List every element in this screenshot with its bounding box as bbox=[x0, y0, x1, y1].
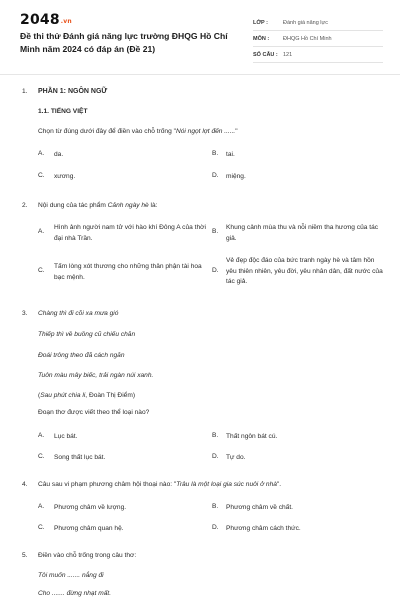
stem-italic: Trâu là một loại gia súc nuôi ở nhà bbox=[176, 481, 277, 488]
stem-end: là: bbox=[148, 202, 158, 209]
option-letter[interactable]: C. bbox=[38, 172, 45, 179]
option-text[interactable]: Lục bát. bbox=[54, 433, 78, 440]
meta-value: Đánh giá năng lực bbox=[283, 20, 328, 26]
source-author: , Đoàn Thị Điểm) bbox=[85, 392, 136, 399]
option-text[interactable]: miệng. bbox=[226, 173, 246, 180]
question-stem: Điền vào chỗ trống trong câu thơ: bbox=[38, 552, 137, 559]
option-text[interactable]: Tấm lòng xót thương cho những thân phận tài hoa bạc mệnh. bbox=[54, 263, 202, 281]
option-letter[interactable]: C. bbox=[38, 267, 45, 274]
option-text[interactable]: Phương châm cách thức. bbox=[226, 525, 301, 532]
question-stem bbox=[38, 201, 158, 211]
stem-italic: Cảnh ngày hè bbox=[107, 202, 149, 209]
option-text[interactable]: Phương châm về lượng. bbox=[54, 504, 127, 511]
poem-line: Tôi muốn ....... nắng đi bbox=[38, 572, 104, 579]
meta-label: MÔN : bbox=[253, 36, 270, 42]
poem-line: Đoái trông theo đã cách ngăn bbox=[38, 352, 125, 359]
option-letter[interactable]: B. bbox=[212, 150, 219, 157]
question-stem bbox=[38, 127, 238, 137]
poem-source bbox=[38, 391, 135, 401]
stem-end: ". bbox=[276, 481, 282, 488]
option-letter[interactable]: A. bbox=[38, 150, 45, 157]
option-letter[interactable]: A. bbox=[38, 503, 45, 510]
question-number: 1. bbox=[22, 88, 28, 95]
option-text[interactable]: Thất ngôn bát cú. bbox=[226, 433, 278, 440]
poem-line: Thiếp thì về buồng cũ chiếu chăn bbox=[38, 331, 136, 338]
document-header bbox=[0, 0, 400, 74]
meta-row-class bbox=[253, 15, 383, 31]
header-divider bbox=[0, 74, 400, 75]
source-open: ( bbox=[38, 392, 41, 399]
option-letter[interactable]: C. bbox=[38, 453, 45, 460]
meta-row-question-count bbox=[253, 47, 383, 63]
option-text[interactable]: xương. bbox=[54, 173, 76, 180]
option-text[interactable]: tai. bbox=[226, 151, 235, 158]
meta-row-subject bbox=[253, 31, 383, 47]
question-stem: Đoạn thơ được viết theo thể loại nào? bbox=[38, 409, 150, 416]
stem-italic: Nói ngọt lợt đến ...... bbox=[175, 128, 236, 135]
section-title: PHẦN 1: NGÔN NGỮ bbox=[38, 88, 108, 95]
meta-label: SỐ CÂU : bbox=[253, 52, 278, 58]
stem-text: Nội dung của tác phẩm bbox=[38, 202, 108, 209]
logo-suffix: .vn bbox=[60, 18, 72, 25]
section-subtitle: 1.1. TIẾNG VIỆT bbox=[38, 108, 88, 115]
site-logo[interactable] bbox=[20, 12, 72, 28]
stem-text: Câu sau vi phạm phương châm hội thoại nào: " bbox=[38, 481, 177, 488]
logo-main: 2048 bbox=[20, 12, 60, 28]
option-text[interactable]: Vẻ đẹp độc đáo của bức tranh ngày hè và tâm hồn yêu thiên nhiên, yêu đời, yêu nhân dân, đất nước của tác giả. bbox=[226, 257, 383, 285]
poem-line: Tuôn màu mây biếc, trải ngàn núi xanh. bbox=[38, 372, 154, 379]
option-letter[interactable]: A. bbox=[38, 432, 45, 439]
question-stem bbox=[38, 480, 281, 490]
option-letter[interactable]: C. bbox=[38, 524, 45, 531]
page-title: Đề thi thử Đánh giá năng lực trường ĐHQG Hồ Chí Minh năm 2024 có đáp án (Đề 21) bbox=[20, 31, 228, 54]
stem-end: " bbox=[235, 128, 238, 135]
option-letter[interactable]: D. bbox=[212, 524, 219, 531]
option-text[interactable]: Hình ảnh người nam tử với hào khí Đông A của thời đại nhà Trần. bbox=[54, 224, 206, 242]
stem-text: Chọn từ đúng dưới đây để điền vào chỗ trống " bbox=[38, 128, 176, 135]
question-number: 4. bbox=[22, 481, 28, 488]
question-number: 2. bbox=[22, 202, 28, 209]
poem-line: Chàng thì đi cõi xa mưa gió bbox=[38, 310, 119, 317]
option-text[interactable]: Khung cảnh mùa thu và nỗi niềm tha hương của tác giả. bbox=[226, 224, 379, 242]
option-text[interactable]: Phương châm về chất. bbox=[226, 504, 294, 511]
meta-value: 121 bbox=[283, 52, 293, 58]
question-number: 5. bbox=[22, 552, 28, 559]
option-text[interactable]: da. bbox=[54, 151, 64, 158]
source-title: Sau phút chia li bbox=[40, 392, 86, 399]
option-letter[interactable]: D. bbox=[212, 267, 219, 274]
meta-label: LỚP : bbox=[253, 20, 268, 26]
option-text[interactable]: Tự do. bbox=[226, 454, 246, 461]
option-letter[interactable]: B. bbox=[212, 432, 219, 439]
option-text[interactable]: Song thất lục bát. bbox=[54, 454, 106, 461]
option-letter[interactable]: D. bbox=[212, 172, 219, 179]
option-letter[interactable]: B. bbox=[212, 503, 219, 510]
option-letter[interactable]: B. bbox=[212, 228, 219, 235]
option-letter[interactable]: D. bbox=[212, 453, 219, 460]
poem-line: Cho ....... đừng nhạt mất. bbox=[38, 590, 112, 597]
question-number: 3. bbox=[22, 310, 28, 317]
option-letter[interactable]: A. bbox=[38, 228, 45, 235]
option-text[interactable]: Phương châm quan hệ. bbox=[54, 525, 124, 532]
meta-value: ĐHQG Hồ Chí Minh bbox=[283, 36, 332, 42]
